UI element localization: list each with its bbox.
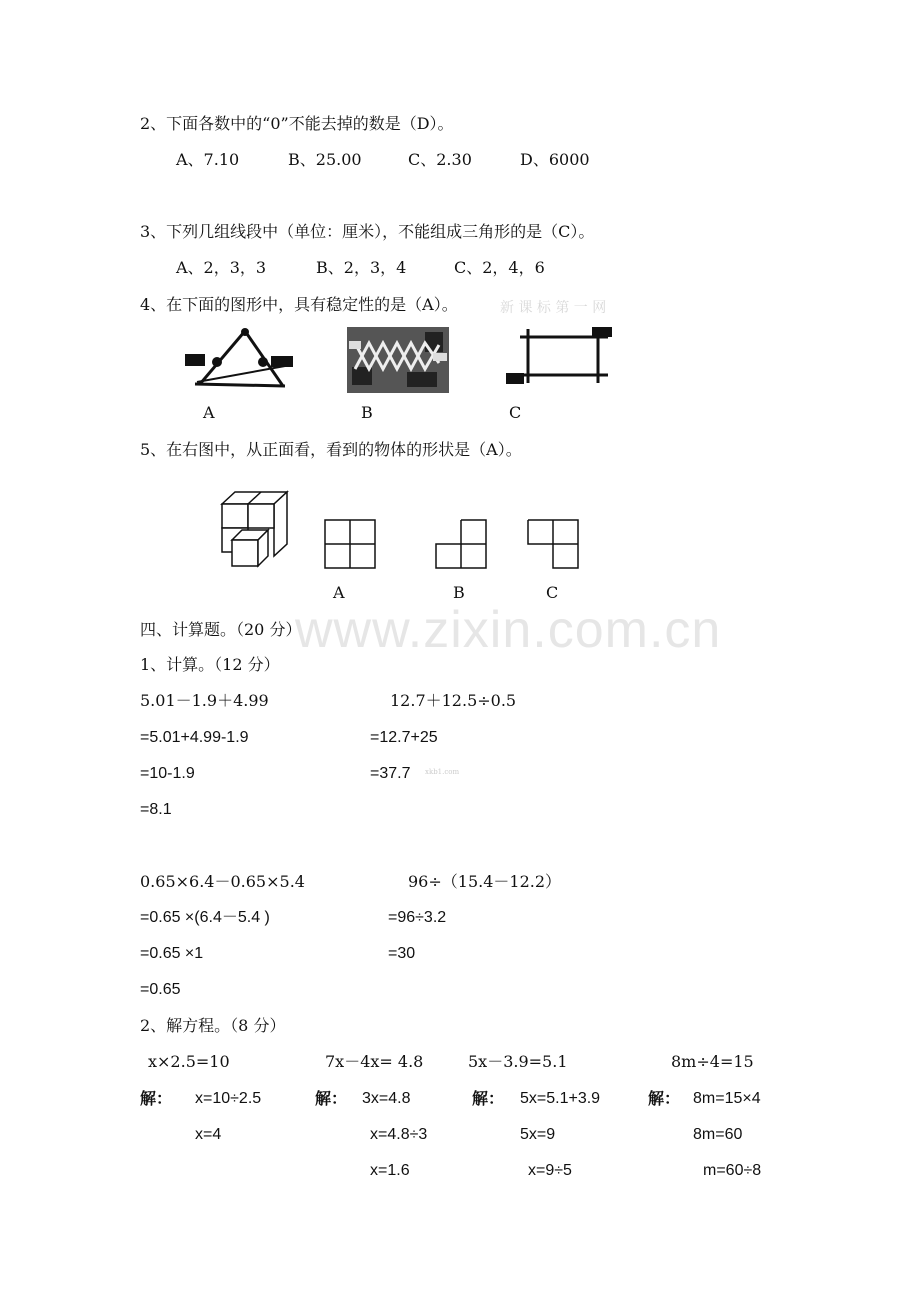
eq1-problem: x×2.5=10 (148, 1052, 230, 1071)
calc4-line2: =30 (388, 945, 416, 962)
eq4-solution-label: 解： (648, 1089, 681, 1108)
calc3-line1: =0.65 ×(6.4－5.4 ) (140, 909, 270, 926)
figure-label-a: A (203, 403, 215, 422)
figure-cubes-3d (218, 490, 290, 570)
view-option-b (435, 519, 487, 569)
eq4-step3: m=60÷8 (703, 1162, 762, 1179)
q3-option-c: C、2，4，6 (454, 258, 545, 277)
calc1-line3: =8.1 (140, 801, 172, 818)
figure-a-triangle (185, 326, 295, 392)
calc3-line0: 0.65×6.4－0.65×5.4 (140, 872, 305, 891)
eq3-step1: 5x=5.1+3.9 (520, 1090, 601, 1107)
eq2-step3: x=1.6 (370, 1162, 410, 1179)
q3-question: 3、下列几组线段中（单位：厘米），不能组成三角形的是（C）。 (140, 222, 595, 241)
calc1-line1: =5.01+4.99-1.9 (140, 729, 249, 746)
view-option-c (527, 519, 579, 569)
q3-option-a: A、2，3，3 (176, 258, 267, 277)
calc4-line1: =96÷3.2 (388, 909, 447, 926)
section4-title: 四、计算题。（20 分） (140, 620, 302, 639)
calc4-line0: 96÷（15.4－12.2） (408, 872, 562, 891)
eq3-step2: 5x=9 (520, 1126, 556, 1143)
q3-option-b: B、2，3，4 (316, 258, 407, 277)
view-option-a (324, 519, 376, 569)
view-label-a: A (333, 583, 345, 602)
figure-b-lattice (347, 327, 449, 393)
calc2-line2: =37.7 (370, 765, 411, 782)
calc1-line2: =10-1.9 (140, 765, 195, 782)
view-label-c: C (546, 583, 559, 602)
calc1-line0: 5.01－1.9＋4.99 (140, 691, 269, 710)
calc3-line2: =0.65 ×1 (140, 945, 204, 962)
q5-question: 5、在右图中，从正面看，看到的物体的形状是（A）。 (140, 440, 522, 459)
q2-option-b: B、25.00 (288, 150, 362, 169)
q2-option-d: D、6000 (520, 150, 590, 169)
watermark-small: 新 课 标 第 一 网 (500, 300, 607, 316)
eq2-step2: x=4.8÷3 (370, 1126, 428, 1143)
figure-c-rectangle (500, 325, 615, 387)
eq2-solution-label: 解： (315, 1089, 348, 1108)
equation-title: 2、解方程。（8 分） (140, 1016, 286, 1035)
eq4-step1: 8m=15×4 (693, 1090, 761, 1107)
eq1-solution-label: 解： (140, 1089, 173, 1108)
watermark-tiny: xkb1.com (425, 768, 460, 776)
eq1-step1: x=10÷2.5 (195, 1090, 262, 1107)
eq3-step3: x=9÷5 (528, 1162, 572, 1179)
eq4-step2: 8m=60 (693, 1126, 743, 1143)
calc2-line0: 12.7＋12.5÷0.5 (390, 691, 517, 710)
eq1-step2: x=4 (195, 1126, 222, 1143)
q4-question: 4、在下面的图形中，具有稳定性的是（A）。 (140, 295, 458, 314)
figure-label-c: C (509, 403, 522, 422)
eq2-problem: 7x－4x= 4.8 (325, 1052, 424, 1071)
eq2-step1: 3x=4.8 (362, 1090, 411, 1107)
q2-question: 2、下面各数中的“0”不能去掉的数是（D）。 (140, 114, 454, 133)
eq4-problem: 8m÷4=15 (671, 1052, 754, 1071)
eq3-solution-label: 解： (472, 1089, 505, 1108)
calc-title: 1、计算。（12 分） (140, 655, 280, 674)
figure-label-b: B (361, 403, 373, 422)
view-label-b: B (453, 583, 465, 602)
q2-option-c: C、2.30 (408, 150, 472, 169)
eq3-problem: 5x－3.9=5.1 (468, 1052, 568, 1071)
watermark: www.zixin.com.cn (295, 601, 722, 659)
calc2-line1: =12.7+25 (370, 729, 438, 746)
q2-option-a: A、7.10 (176, 150, 240, 169)
calc3-line3: =0.65 (140, 981, 181, 998)
